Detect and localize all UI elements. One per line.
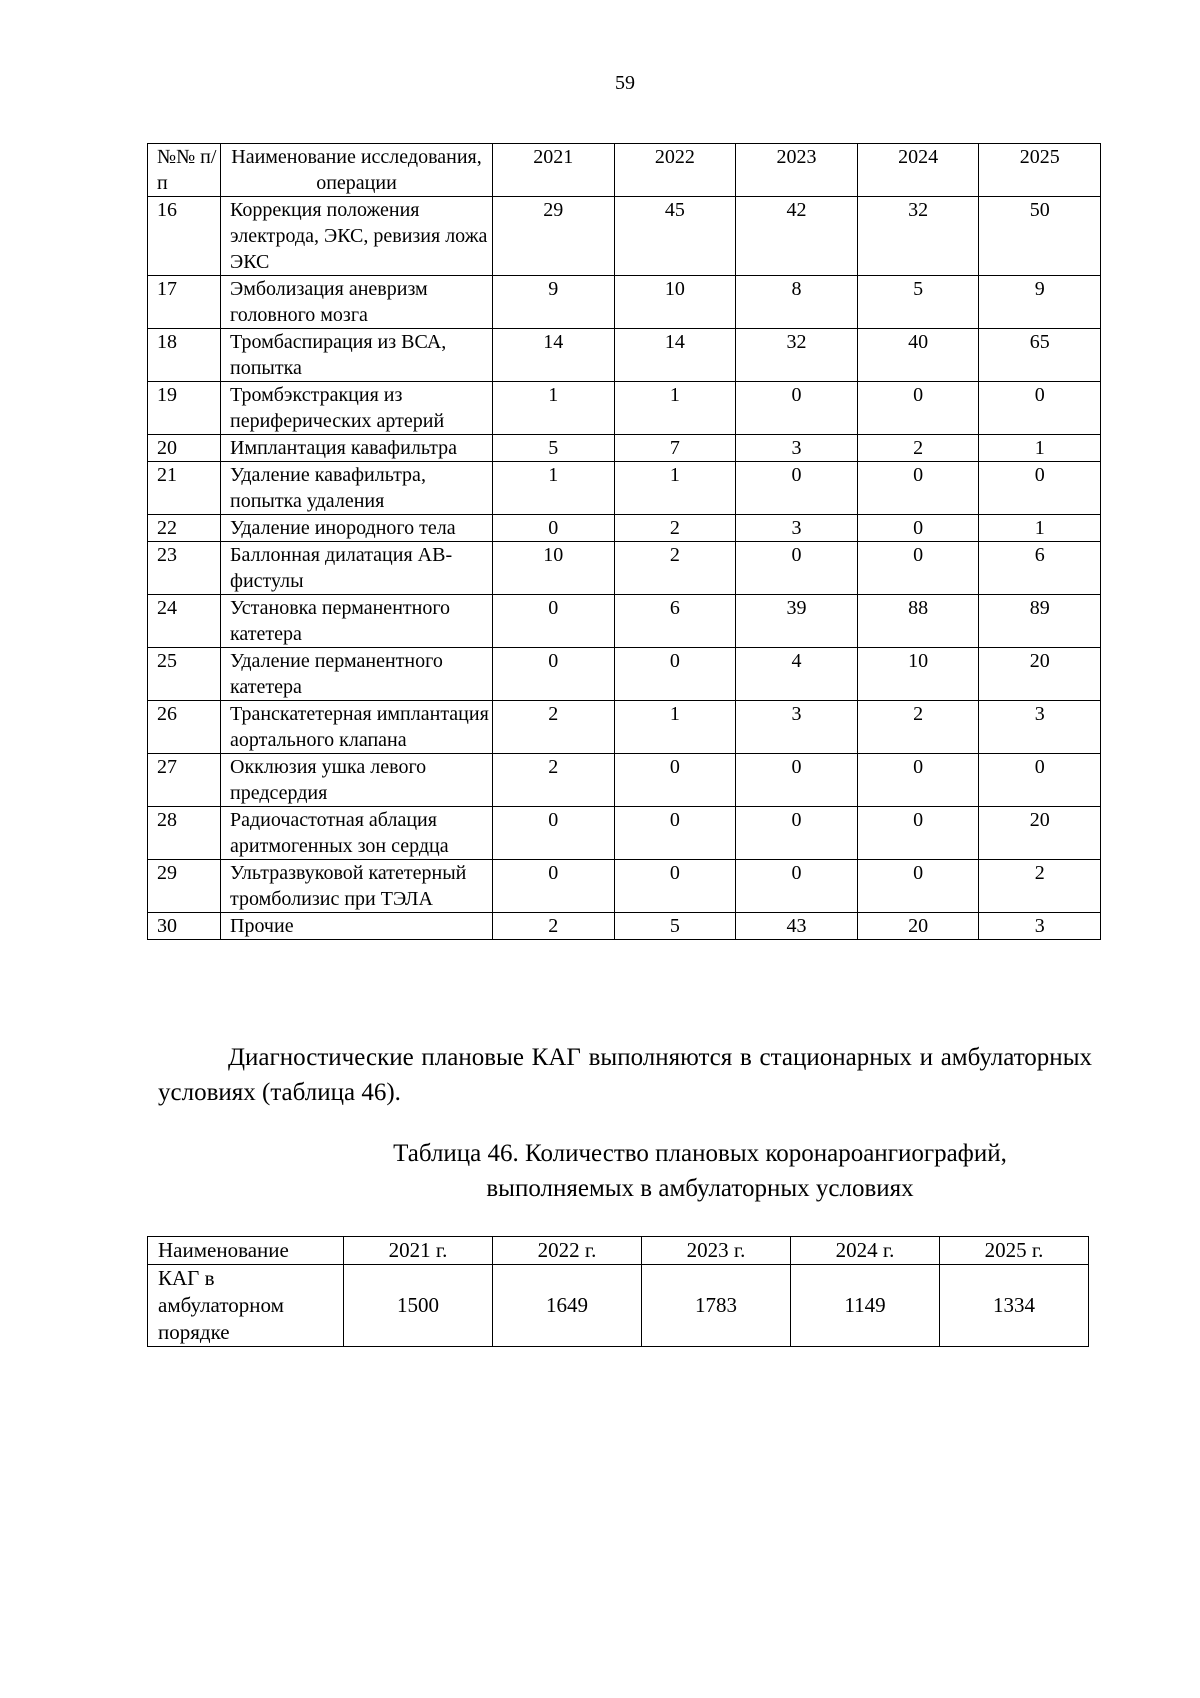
cell-number: 19 [148, 382, 221, 435]
cell-2022: 14 [614, 329, 736, 382]
header-2021: 2021 г. [344, 1237, 493, 1265]
cell-2024: 88 [857, 595, 979, 648]
header-name: Наименование исследования, операции [221, 144, 493, 197]
page-number: 59 [615, 72, 635, 94]
cell-number: 24 [148, 595, 221, 648]
cell-2023: 39 [736, 595, 858, 648]
header-2024: 2024 [857, 144, 979, 197]
cell-2024: 0 [857, 754, 979, 807]
cell-2021: 2 [493, 701, 615, 754]
cell-name: КАГ в амбулаторном порядке [148, 1265, 344, 1347]
cell-2022: 2 [614, 542, 736, 595]
cell-2024: 20 [857, 913, 979, 940]
cell-2021: 1 [493, 382, 615, 435]
cell-2024: 2 [857, 435, 979, 462]
cell-2021: 2 [493, 913, 615, 940]
caption-line-1: Таблица 46. Количество плановых коронароангиографий, [393, 1140, 1007, 1167]
cell-2025: 2 [979, 860, 1101, 913]
header-2025: 2025 г. [940, 1237, 1089, 1265]
cell-2023: 8 [736, 276, 858, 329]
cell-2021: 14 [493, 329, 615, 382]
body-paragraph: Диагностические плановые КАГ выполняются в стационарных и амбулаторных условиях (таблица 46). [158, 1044, 1092, 1106]
cell-number: 18 [148, 329, 221, 382]
header-2023: 2023 [736, 144, 858, 197]
cell-2023: 0 [736, 382, 858, 435]
cell-2025: 0 [979, 382, 1101, 435]
header-name: Наименование [148, 1237, 344, 1265]
cell-2025: 9 [979, 276, 1101, 329]
cell-number: 22 [148, 515, 221, 542]
cell-number: 21 [148, 462, 221, 515]
table-header-row [148, 144, 1101, 197]
cell-2023: 0 [736, 807, 858, 860]
cell-2022: 1 [614, 701, 736, 754]
cell-2021: 5 [493, 435, 615, 462]
cell-2022: 7 [614, 435, 736, 462]
cell-name: Транскатетерная имплантация аортального клапана [221, 701, 493, 754]
cell-2025: 0 [979, 754, 1101, 807]
table-row [148, 913, 1101, 940]
cell-2025: 89 [979, 595, 1101, 648]
cell-name: Коррекция положения электрода, ЭКС, ревизия ложа ЭКС [221, 197, 493, 276]
cell-2024: 2 [857, 701, 979, 754]
cell-name: Окклюзия ушка левого предсердия [221, 754, 493, 807]
cell-2025: 6 [979, 542, 1101, 595]
cell-name: Тромбэкстракция из периферических артерий [221, 382, 493, 435]
cell-2023: 1783 [642, 1265, 791, 1347]
cell-number: 29 [148, 860, 221, 913]
cell-2022: 0 [614, 860, 736, 913]
cell-2025: 1 [979, 515, 1101, 542]
cell-2021: 1500 [344, 1265, 493, 1347]
cell-2023: 0 [736, 754, 858, 807]
header-2022: 2022 г. [493, 1237, 642, 1265]
cell-2025: 20 [979, 648, 1101, 701]
cell-2022: 5 [614, 913, 736, 940]
cell-2021: 29 [493, 197, 615, 276]
cell-2025: 50 [979, 197, 1101, 276]
table-caption [150, 1136, 1200, 1206]
cell-2023: 0 [736, 542, 858, 595]
table-row [148, 754, 1101, 807]
cell-2021: 2 [493, 754, 615, 807]
cell-number: 17 [148, 276, 221, 329]
cell-2022: 6 [614, 595, 736, 648]
cell-2024: 0 [857, 462, 979, 515]
cell-2022: 1 [614, 462, 736, 515]
cell-2025: 1 [979, 435, 1101, 462]
cell-name: Радиочастотная аблация аритмогенных зон сердца [221, 807, 493, 860]
table-row [148, 435, 1101, 462]
cell-2022: 0 [614, 807, 736, 860]
cell-name: Ультразвуковой катетерный тромболизис при ТЭЛА [221, 860, 493, 913]
cell-2023: 43 [736, 913, 858, 940]
table-row [148, 595, 1101, 648]
cell-2024: 10 [857, 648, 979, 701]
table-row [148, 807, 1101, 860]
cell-name: Тромбаспирация из ВСА, попытка [221, 329, 493, 382]
cell-2024: 0 [857, 382, 979, 435]
cell-2021: 9 [493, 276, 615, 329]
cell-2024: 40 [857, 329, 979, 382]
cell-2023: 3 [736, 701, 858, 754]
cell-2022: 10 [614, 276, 736, 329]
cell-number: 28 [148, 807, 221, 860]
cell-number: 23 [148, 542, 221, 595]
cell-name: Удаление кавафильтра, попытка удаления [221, 462, 493, 515]
cell-2024: 0 [857, 807, 979, 860]
table-row [148, 648, 1101, 701]
cell-2022: 2 [614, 515, 736, 542]
cell-2023: 32 [736, 329, 858, 382]
cell-number: 25 [148, 648, 221, 701]
table-row [148, 701, 1101, 754]
cell-name: Удаление инородного тела [221, 515, 493, 542]
cell-2025: 3 [979, 913, 1101, 940]
cell-2023: 3 [736, 435, 858, 462]
cell-2023: 0 [736, 462, 858, 515]
cell-name: Эмболизация аневризм головного мозга [221, 276, 493, 329]
cell-2022: 1 [614, 382, 736, 435]
header-2022: 2022 [614, 144, 736, 197]
cell-number: 16 [148, 197, 221, 276]
cell-2022: 0 [614, 754, 736, 807]
table-row [148, 542, 1101, 595]
table-row [148, 515, 1101, 542]
cell-name: Установка перманентного катетера [221, 595, 493, 648]
caption-line-2: выполняемых в амбулаторных условиях [486, 1175, 914, 1202]
cell-number: 26 [148, 701, 221, 754]
table-row [148, 860, 1101, 913]
cell-2023: 3 [736, 515, 858, 542]
cell-2025: 65 [979, 329, 1101, 382]
cell-2021: 1 [493, 462, 615, 515]
cell-number: 20 [148, 435, 221, 462]
cell-2024: 0 [857, 515, 979, 542]
cell-2021: 0 [493, 860, 615, 913]
table-row [148, 382, 1101, 435]
cell-2022: 1649 [493, 1265, 642, 1347]
procedures-table [147, 143, 1101, 940]
cell-2021: 0 [493, 515, 615, 542]
cell-2024: 5 [857, 276, 979, 329]
cell-2025: 20 [979, 807, 1101, 860]
outpatient-kag-table [147, 1236, 1089, 1347]
cell-2025: 1334 [940, 1265, 1089, 1347]
cell-name: Удаление перманентного катетера [221, 648, 493, 701]
cell-name: Баллонная дилатация АВ-фистулы [221, 542, 493, 595]
cell-name: Имплантация кавафильтра [221, 435, 493, 462]
cell-2023: 4 [736, 648, 858, 701]
table-row [148, 197, 1101, 276]
header-2024: 2024 г. [791, 1237, 940, 1265]
header-number: №№ п/п [148, 144, 221, 197]
table-header-row [148, 1237, 1089, 1265]
header-2021: 2021 [493, 144, 615, 197]
header-2023: 2023 г. [642, 1237, 791, 1265]
cell-2021: 0 [493, 807, 615, 860]
cell-number: 27 [148, 754, 221, 807]
header-2025: 2025 [979, 144, 1101, 197]
cell-2024: 32 [857, 197, 979, 276]
cell-number: 30 [148, 913, 221, 940]
cell-2022: 45 [614, 197, 736, 276]
table-row [148, 276, 1101, 329]
cell-2025: 0 [979, 462, 1101, 515]
cell-2025: 3 [979, 701, 1101, 754]
cell-name: Прочие [221, 913, 493, 940]
cell-2021: 0 [493, 648, 615, 701]
cell-2021: 0 [493, 595, 615, 648]
cell-2022: 0 [614, 648, 736, 701]
table-row [148, 1265, 1089, 1347]
cell-2024: 0 [857, 542, 979, 595]
table-row [148, 329, 1101, 382]
table-row [148, 462, 1101, 515]
cell-2024: 0 [857, 860, 979, 913]
cell-2024: 1149 [791, 1265, 940, 1347]
cell-2023: 42 [736, 197, 858, 276]
cell-2023: 0 [736, 860, 858, 913]
cell-2021: 10 [493, 542, 615, 595]
